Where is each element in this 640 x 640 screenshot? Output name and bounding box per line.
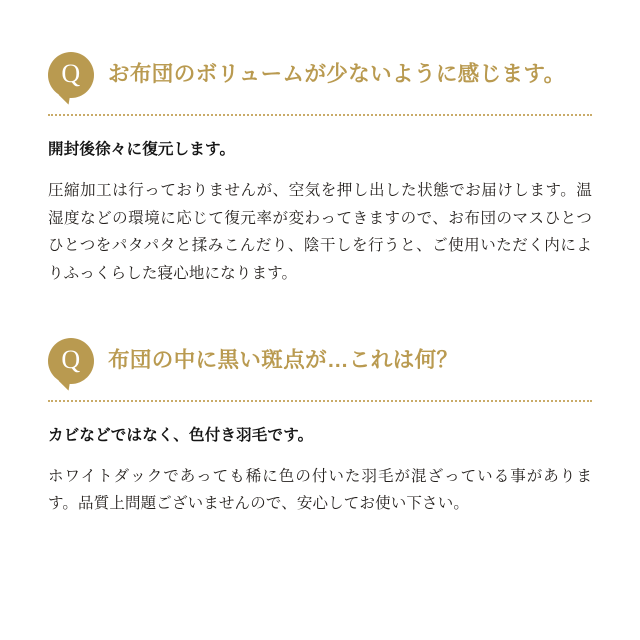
divider: [48, 114, 592, 116]
faq-question-text: お布団のボリュームが少ないように感じます。: [108, 62, 566, 87]
divider: [48, 400, 592, 402]
faq-header: [48, 52, 592, 114]
section-spacer: [48, 294, 592, 338]
faq-item: [48, 52, 592, 288]
faq-answer-body: 圧縮加工は行っておりませんが、空気を押し出した状態でお届けします。温湿度などの環境に応じて復元率が変わってきますので、お布団のマスひとつひとつをパタパタと揉みこんだり、陰干しを行うと、ご使用いただく内によりふっくらした寝心地になります。: [48, 182, 592, 282]
faq-header: [48, 338, 592, 400]
faq-answer-lead: 開封後徐々に復元します。: [48, 141, 236, 158]
faq-answer-body: ホワイトダックであっても稀に色の付いた羽毛が混ざっている事があります。品質上問題ございませんので、安心してお使い下さい。: [48, 467, 592, 513]
faq-item: [48, 338, 592, 518]
faq-answer-lead: カビなどではなく、色付き羽毛です。: [48, 426, 314, 444]
question-badge-icon: [48, 338, 94, 384]
question-badge-letter: Q: [61, 344, 81, 374]
question-badge-letter: Q: [61, 59, 81, 88]
faq-question-text: 布団の中に黒い斑点が…これは何？: [108, 347, 459, 372]
question-badge-icon: [48, 52, 94, 98]
